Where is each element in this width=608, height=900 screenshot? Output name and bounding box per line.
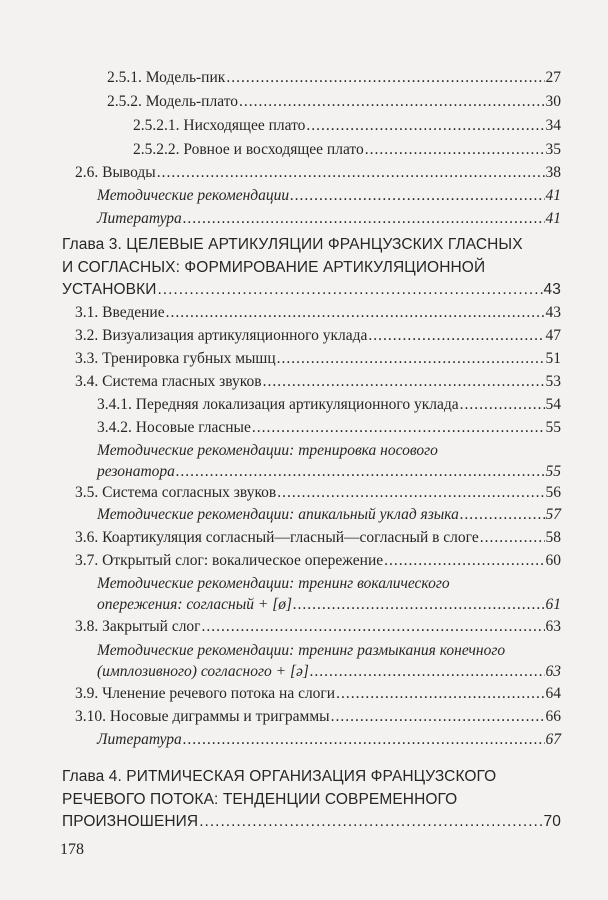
dot-leader <box>176 462 545 482</box>
dot-leader <box>384 551 544 571</box>
dot-leader <box>263 372 545 392</box>
toc-entry-page: 70 <box>543 813 561 830</box>
dot-leader <box>460 505 545 525</box>
toc-entry-line: И СОГЛАСНЫХ: ФОРМИРОВАНИЕ АРТИКУЛЯЦИОННОЙ <box>62 258 486 276</box>
dot-leader <box>310 662 545 682</box>
toc-entry[interactable] <box>75 707 561 727</box>
toc-entry-page: 63 <box>545 618 561 635</box>
toc-entry-title: УСТАНОВКИ <box>62 281 157 298</box>
toc-entry-title: 3.9. Членение речевого потока на слоги <box>75 685 336 702</box>
toc-entry-line: Методические рекомендации: тренировка носового <box>97 441 438 459</box>
toc-entry-title: 3.1. Введение <box>75 304 165 321</box>
toc-entry[interactable] <box>75 617 561 637</box>
toc-entry[interactable] <box>97 595 561 615</box>
dot-leader <box>226 68 544 88</box>
toc-entry-page: 43 <box>543 281 561 298</box>
toc-entry[interactable] <box>97 730 561 750</box>
dot-leader <box>365 140 545 160</box>
toc-entry-page: 58 <box>545 529 561 546</box>
toc-entry[interactable] <box>97 186 561 206</box>
page-number: 178 <box>60 841 84 858</box>
dot-leader <box>277 349 545 369</box>
toc-entry-title: резонатора <box>97 463 175 480</box>
toc-entry[interactable] <box>107 68 561 88</box>
toc-entry-page: 66 <box>545 708 561 725</box>
dot-leader <box>293 595 544 615</box>
toc-entry-title: опережения: согласный + [ø] <box>97 596 293 613</box>
toc-entry-page: 55 <box>545 419 561 436</box>
toc-entry-title: 3.4.2. Носовые гласные <box>97 419 251 436</box>
toc-entry[interactable] <box>62 812 561 832</box>
dot-leader <box>199 812 542 832</box>
toc-entry-title: 3.3. Тренировка губных мышц <box>75 350 276 367</box>
toc-entry-title: 2.5.2. Модель-плато <box>107 93 239 110</box>
dot-leader <box>202 617 545 637</box>
dot-leader <box>336 684 544 704</box>
toc-entry[interactable] <box>75 163 561 183</box>
toc-entry-page: 41 <box>545 210 561 227</box>
toc-entry[interactable] <box>97 505 561 525</box>
dot-leader <box>166 303 545 323</box>
toc-entry-page: 67 <box>545 731 561 748</box>
toc-entry-title: Методические рекомендации: апикальный уклад языка <box>97 506 459 523</box>
toc-entry-page: 53 <box>545 373 561 390</box>
dot-leader <box>183 730 545 750</box>
toc-entry-line: Глава 3. ЦЕЛЕВЫЕ АРТИКУЛЯЦИИ ФРАНЦУЗСКИХ ГЛАСНЫХ <box>62 236 523 253</box>
toc-entry-page: 47 <box>545 327 561 344</box>
toc-entry-page: 35 <box>545 141 561 158</box>
dot-leader <box>239 92 544 112</box>
toc-entry[interactable] <box>75 372 561 392</box>
toc-entry[interactable] <box>75 349 561 369</box>
toc-entry[interactable] <box>97 209 561 229</box>
dot-leader <box>252 418 545 438</box>
toc-entry[interactable] <box>75 684 561 704</box>
toc-entry[interactable] <box>97 462 561 482</box>
dot-leader <box>157 280 542 300</box>
toc-entry[interactable] <box>133 116 561 136</box>
toc-entry-title: 2.5.1. Модель-пик <box>107 69 226 86</box>
toc-entry-page: 54 <box>545 396 561 413</box>
toc-entry-title: 3.4. Система гласных звуков <box>75 373 262 390</box>
toc-entry-title: 3.4.1. Передняя локализация артикуляционного уклада <box>97 396 459 413</box>
toc-entry-title: Методические рекомендации <box>97 187 290 204</box>
toc-entry-title: Литература <box>97 210 182 227</box>
toc-entry[interactable] <box>75 483 561 503</box>
toc-entry-title: 2.5.2.2. Ровное и восходящее плато <box>133 141 364 158</box>
toc-entry-title: 3.2. Визуализация артикуляционного уклада <box>75 327 368 344</box>
toc-entry-line: РЕЧЕВОГО ПОТОКА: ТЕНДЕНЦИИ СОВРЕМЕННОГО <box>62 790 458 808</box>
toc-entry-page: 64 <box>545 685 561 702</box>
toc-entry[interactable] <box>62 280 561 300</box>
dot-leader <box>183 209 545 229</box>
dot-leader <box>368 326 544 346</box>
toc-entry-page: 38 <box>545 164 561 181</box>
dot-leader <box>277 483 544 503</box>
toc-entry-page: 34 <box>545 117 561 134</box>
toc-entry[interactable] <box>75 528 561 548</box>
toc-entry[interactable] <box>75 326 561 346</box>
toc-entry-page: 51 <box>545 350 561 367</box>
toc-entry-page: 57 <box>545 506 561 523</box>
dot-leader <box>480 528 545 548</box>
toc-entry-page: 41 <box>545 187 561 204</box>
toc-entry-page: 43 <box>545 304 561 321</box>
toc-entry-page: 56 <box>545 484 561 501</box>
toc-entry[interactable] <box>75 303 561 323</box>
dot-leader <box>460 395 545 415</box>
dot-leader <box>157 163 545 183</box>
toc-entry-page: 60 <box>545 552 561 569</box>
toc-entry-page: 27 <box>545 69 561 86</box>
toc-entry-title: (имплозивного) согласного + [ə] <box>97 663 309 680</box>
toc-entry-title: 3.8. Закрытый слог <box>75 618 201 635</box>
dot-leader <box>290 186 544 206</box>
toc-entry-page: 55 <box>545 463 561 480</box>
toc-entry-title: 3.6. Коартикуляция согласный—гласный—согласный в слоге <box>75 529 479 546</box>
toc-entry-page: 30 <box>545 93 561 110</box>
toc-entry-title: 3.5. Система согласных звуков <box>75 484 277 501</box>
toc-entry-title: 2.6. Выводы <box>75 164 156 181</box>
dot-leader <box>331 707 545 727</box>
toc-entry-line: Глава 4. РИТМИЧЕСКАЯ ОРГАНИЗАЦИЯ ФРАНЦУЗСКОГО <box>62 768 497 785</box>
toc-entry[interactable] <box>97 418 561 438</box>
toc-entry[interactable] <box>75 551 561 571</box>
toc-entry-title: 3.10. Носовые диграммы и триграммы <box>75 708 330 725</box>
toc-entry-line: Методические рекомендации: тренинг вокалического <box>97 574 450 592</box>
dot-leader <box>306 116 544 136</box>
toc-entry-title: Литература <box>97 731 182 748</box>
toc-entry-page: 63 <box>545 663 561 680</box>
toc-entry[interactable] <box>97 395 561 415</box>
toc-entry[interactable] <box>107 92 561 112</box>
toc-entry-title: ПРОИЗНОШЕНИЯ <box>62 813 199 830</box>
toc-entry-title: 2.5.2.1. Нисходящее плато <box>133 117 306 134</box>
toc-entry[interactable] <box>133 140 561 160</box>
toc-entry[interactable] <box>97 662 561 682</box>
toc-entry-title: 3.7. Открытый слог: вокалическое опережение <box>75 552 384 569</box>
toc-entry-line: Методические рекомендации: тренинг размыкания конечного <box>97 641 506 659</box>
toc-entry-page: 61 <box>545 596 561 613</box>
